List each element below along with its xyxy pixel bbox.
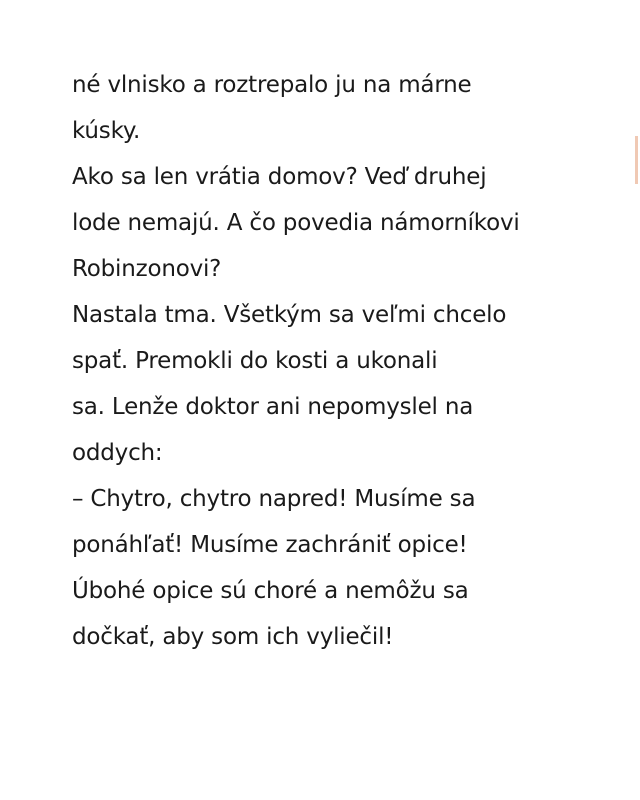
text-line: oddych: — [72, 440, 163, 466]
text-line: – Chytro, chytro napred! Musíme sa — [72, 486, 476, 512]
text-line: ponáhľať! Musíme zachrániť opice! — [72, 532, 468, 558]
text-line: sa. Lenže doktor ani nepomyslel na — [72, 394, 474, 420]
text-line: né vlnisko a roztrepalo ju na márne — [72, 72, 472, 98]
page-edge-marker — [635, 136, 638, 184]
text-line: kúsky. — [72, 118, 141, 144]
text-line: Robinzonovi? — [72, 256, 222, 282]
text-line: lode nemajú. A čo povedia námorníkovi — [72, 210, 520, 236]
text-line: dočkať, aby som ich vyliečil! — [72, 624, 394, 650]
text-line: spať. Premokli do kosti a ukonali — [72, 348, 438, 374]
text-line: Úbohé opice sú choré a nemôžu sa — [72, 578, 469, 604]
story-text — [72, 62, 592, 660]
text-line: Ako sa len vrátia domov? Veď druhej — [72, 164, 487, 190]
text-line: Nastala tma. Všetkým sa veľmi chcelo — [72, 302, 507, 328]
